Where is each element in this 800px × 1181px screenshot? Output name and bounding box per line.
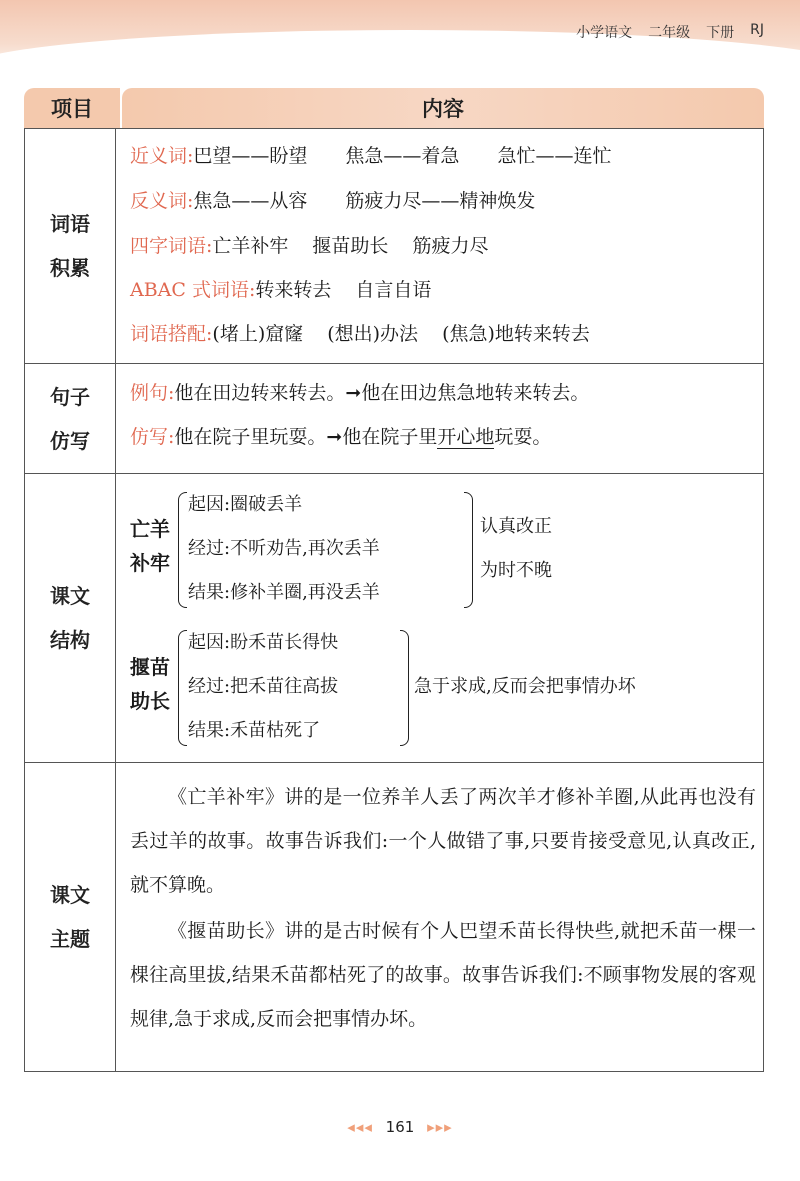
row-content <box>116 474 763 762</box>
row-content <box>116 763 763 1071</box>
theme-paragraph-1: 《亡羊补牢》讲的是一位养羊人丢了两次羊才修补羊圈,从此再也没有丢过羊的故事。故事告诉我们:一个人做错了事,只要肯接受意见,认真改正,就不算晚。 <box>130 786 756 896</box>
header-volume: 下册 <box>706 25 735 41</box>
moral-text: 认真改正 <box>480 516 552 537</box>
story-wangyang <box>130 484 750 614</box>
imitate-sentence: 仿写:他在院子里玩耍。➞他在院子里开心地玩耍。 <box>130 426 552 448</box>
row-label: 词语 积累 <box>25 129 116 363</box>
head-content: 内容 <box>122 88 764 128</box>
underlined-answer: 开心地 <box>437 426 495 448</box>
page-number: 161 <box>385 1118 415 1136</box>
header-grade: 二年级 <box>648 25 691 41</box>
row-content <box>116 364 763 473</box>
table-body <box>24 128 764 1072</box>
moral-text: 急于求成,反而会把事情办坏 <box>414 676 636 697</box>
abac-line: ABAC 式词语:转来转去 自言自语 <box>130 279 432 301</box>
table-head <box>24 88 764 128</box>
example-sentence: 例句:他在田边转来转去。➞他在田边焦急地转来转去。 <box>130 382 590 404</box>
row-sentence <box>25 364 763 474</box>
four-char-line: 四字词语:亡羊补牢 揠苗助长 筋疲力尽 <box>130 235 489 257</box>
head-item: 项目 <box>24 88 120 128</box>
result-text: 结果:禾苗枯死了 <box>188 720 321 741</box>
cause-text: 起因:盼禾苗长得快 <box>188 632 339 653</box>
row-content <box>116 129 763 363</box>
story-yamiao <box>130 622 750 752</box>
process-text: 经过:不听劝告,再次丢羊 <box>188 538 380 559</box>
collocation-line: 词语搭配:(堵上)窟窿 (想出)办法 (焦急)地转来转去 <box>130 323 590 345</box>
page-footer <box>0 1118 800 1136</box>
left-brace <box>178 630 187 746</box>
header-edition: RJ <box>750 22 764 38</box>
synonyms-line: 近义词:巴望——盼望 焦急——着急 急忙——连忙 <box>130 145 612 167</box>
left-arrows-icon: ◂◂◂ <box>347 1118 373 1136</box>
row-theme <box>25 763 763 1071</box>
moral-text: 为时不晚 <box>480 560 552 581</box>
process-text: 经过:把禾苗往高拔 <box>188 676 339 697</box>
story-title: 亡羊 补牢 <box>130 517 170 575</box>
left-brace <box>178 492 187 608</box>
theme-paragraph-2: 《揠苗助长》讲的是古时候有个人巴望禾苗长得快些,就把禾苗一棵一棵往高里拔,结果禾苗都枯死了的故事。故事告诉我们:不顾事物发展的客观规律,急于求成,反而会把事情办坏。 <box>130 920 756 1030</box>
row-label: 课文 结构 <box>25 474 116 762</box>
right-arrows-icon: ▸▸▸ <box>427 1118 453 1136</box>
row-label: 课文 主题 <box>25 763 116 1071</box>
row-label: 句子 仿写 <box>25 364 116 473</box>
row-vocabulary <box>25 129 763 364</box>
result-text: 结果:修补羊圈,再没丢羊 <box>188 582 380 603</box>
right-brace <box>400 630 409 746</box>
story-title: 揠苗 助长 <box>130 655 170 713</box>
right-brace <box>464 492 473 608</box>
header-subject: 小学语文 <box>576 25 633 41</box>
summary-table <box>24 88 764 1073</box>
cause-text: 起因:圈破丢羊 <box>188 494 303 515</box>
row-structure <box>25 474 763 763</box>
antonyms-line: 反义词:焦急——从容 筋疲力尽——精神焕发 <box>130 190 536 212</box>
header-meta <box>576 22 764 42</box>
